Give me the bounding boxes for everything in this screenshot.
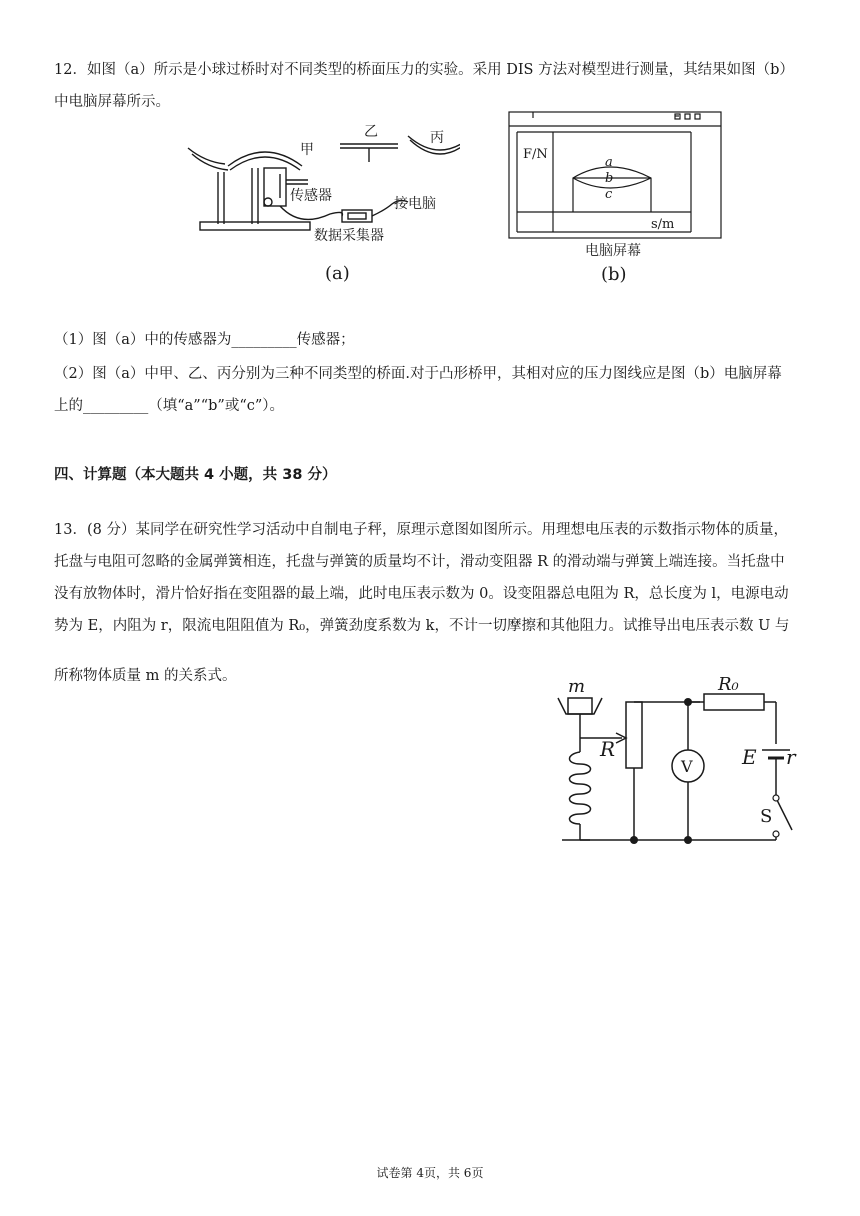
caption-b: (b) xyxy=(601,264,627,285)
screen-label: 电脑屏幕 xyxy=(585,243,641,259)
curve-c-label: c xyxy=(605,187,613,202)
caption-a: (a) xyxy=(325,263,350,284)
q13-line-4: 势为 E，内阻为 r，限流电阻阻值为 R₀，弹簧劲度系数为 k，不计一切摩擦和其他阻力。试推导出电压表示数 U 与 xyxy=(54,618,790,634)
label-R0: R₀ xyxy=(718,674,739,695)
label-yi: 乙 xyxy=(364,124,378,140)
q12-line-2: 中电脑屏幕所示。 xyxy=(54,94,170,110)
label-V: V xyxy=(681,757,693,776)
q13-line-5: 所称物体质量 m 的关系式。 xyxy=(54,668,237,684)
label-m: m xyxy=(568,676,586,697)
figure-a-apparatus xyxy=(180,118,460,290)
label-collector: 数据采集器 xyxy=(314,228,384,244)
curve-b-label: b xyxy=(605,171,614,186)
label-jia: 甲 xyxy=(300,142,314,158)
page-footer: 试卷第 4页，共 6页 xyxy=(376,1166,484,1180)
circuit-diagram xyxy=(548,674,808,854)
figure-b-screen xyxy=(505,108,730,290)
q12-subquestion-1: （1）图（a）中的传感器为_________传感器； xyxy=(54,332,355,348)
section-heading: 四、计算题（本大题共 4 小题，共 38 分） xyxy=(54,467,337,483)
label-r: r xyxy=(786,745,796,769)
y-axis-label: F/N xyxy=(523,147,548,162)
curve-a-label: a xyxy=(605,155,613,170)
label-R: R xyxy=(600,737,616,761)
q13-line-3: 没有放物体时，滑片恰好指在变阻器的最上端，此时电压表示数为 0。设变阻器总电阻为 R，总长度为 l，电源电动 xyxy=(54,586,789,602)
q13-line-1: 13．(8 分）某同学在研究性学习活动中自制电子秤，原理示意图如图所示。用理想电压表的示数指示物体的质量， xyxy=(54,522,788,538)
label-E: E xyxy=(742,745,757,769)
label-S: S xyxy=(760,806,773,827)
q12-subquestion-2-line-1: （2）图（a）中甲、乙、丙分别为三种不同类型的桥面.对于凸形桥甲，其相对应的压力图线应是图（b）电脑屏幕 xyxy=(54,366,782,382)
label-sensor: 传感器 xyxy=(290,188,332,204)
x-axis-label: s/m xyxy=(651,217,675,232)
label-computer: 接电脑 xyxy=(394,196,436,212)
label-bing: 丙 xyxy=(430,130,444,146)
q12-line-1: 12．如图（a）所示是小球过桥时对不同类型的桥面压力的实验。采用 DIS 方法对模型进行测量，其结果如图（b） xyxy=(54,62,794,78)
q12-subquestion-2-line-2: 上的_________（填“a”“b”或“c”）。 xyxy=(54,398,285,414)
q13-line-2: 托盘与电阻可忽略的金属弹簧相连，托盘与弹簧的质量均不计，滑动变阻器 R 的滑动端与弹簧上端连接。当托盘中 xyxy=(54,554,785,570)
